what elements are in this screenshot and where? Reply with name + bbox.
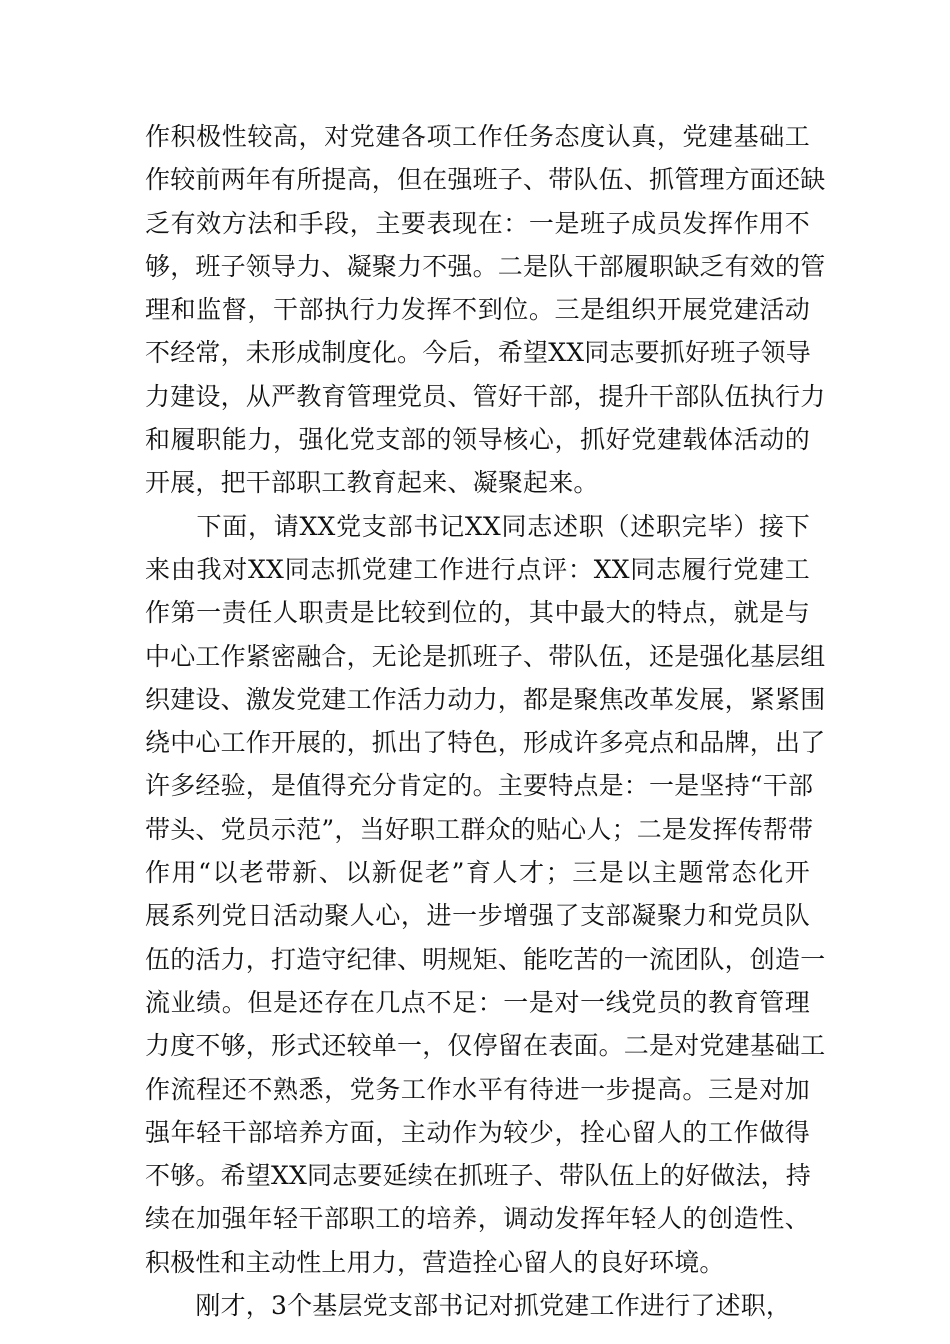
text-line: 作较前两年有所提高，但在强班子、带队伍、抓管理方面还缺: [145, 165, 826, 195]
text-line: 作用“以老带新、以新促老”育人才；三是以主题常态化开: [145, 858, 810, 888]
body-text: [145, 115, 826, 1327]
paragraph-2: [145, 505, 826, 1284]
text-line: 不够。希望XX同志要延续在抓班子、带队伍上的好做法，持: [145, 1161, 811, 1191]
text-line: 力度不够，形式还较单一，仅停留在表面。二是对党建基础工: [145, 1031, 826, 1061]
text-line: 续在加强年轻干部职工的培养，调动发挥年轻人的创造性、: [145, 1204, 810, 1234]
text-line: 作第一责任人职责是比较到位的，其中最大的特点，就是与: [145, 598, 810, 628]
text-line: 刚才，3个基层党支部书记对抓党建工作进行了述职，: [145, 1291, 792, 1321]
text-line: 积极性和主动性上用力，营造拴心留人的良好环境。: [145, 1247, 725, 1277]
text-line: 理和监督，干部执行力发挥不到位。三是组织开展党建活动: [145, 295, 810, 325]
paragraph-1: [145, 115, 826, 505]
text-line: 中心工作紧密融合，无论是抓班子、带队伍，还是强化基层组: [145, 641, 826, 671]
text-line: 开展，把干部职工教育起来、凝聚起来。: [145, 468, 599, 498]
text-line: 够，班子领导力、凝聚力不强。二是队干部履职缺乏有效的管: [145, 251, 826, 281]
text-line: 展系列党日活动聚人心，进一步增强了支部凝聚力和党员队: [145, 901, 810, 931]
text-line: 来由我对XX同志抓党建工作进行点评：XX同志履行党建工: [145, 554, 810, 584]
text-line: 伍的活力，打造守纪律、明规矩、能吃苦的一流团队，创造一: [145, 944, 826, 974]
text-line: 织建设、激发党建工作活力动力，都是聚焦改革发展，紧紧围: [145, 684, 826, 714]
text-line: 流业绩。但是还存在几点不足：一是对一线党员的教育管理: [145, 987, 810, 1017]
text-line: 力建设，从严教育管理党员、管好干部，提升干部队伍执行力: [145, 381, 826, 411]
text-line: 和履职能力，强化党支部的领导核心，抓好党建载体活动的: [145, 425, 810, 455]
text-line: 作流程还不熟悉，党务工作水平有待进一步提高。三是对加: [145, 1074, 810, 1104]
text-line: 许多经验，是值得充分肯定的。主要特点是：一是坚持“干部: [145, 771, 814, 801]
text-line: 绕中心工作开展的，抓出了特色，形成许多亮点和品牌，出了: [145, 728, 826, 758]
paragraph-3: [145, 1284, 810, 1327]
text-line: 乏有效方法和手段，主要表现在：一是班子成员发挥作用不: [145, 208, 810, 238]
text-line: 强年轻干部培养方面，主动作为较少，拴心留人的工作做得: [145, 1117, 810, 1147]
text-line: 不经常，未形成制度化。今后，希望XX同志要抓好班子领导: [145, 338, 811, 368]
text-line: 带头、党员示范”，当好职工群众的贴心人；二是发挥传帮带: [145, 814, 814, 844]
text-line: 下面，请XX党支部书记XX同志述职（述职完毕）接下: [145, 511, 810, 541]
text-line: 作积极性较高，对党建各项工作任务态度认真，党建基础工: [145, 122, 810, 151]
